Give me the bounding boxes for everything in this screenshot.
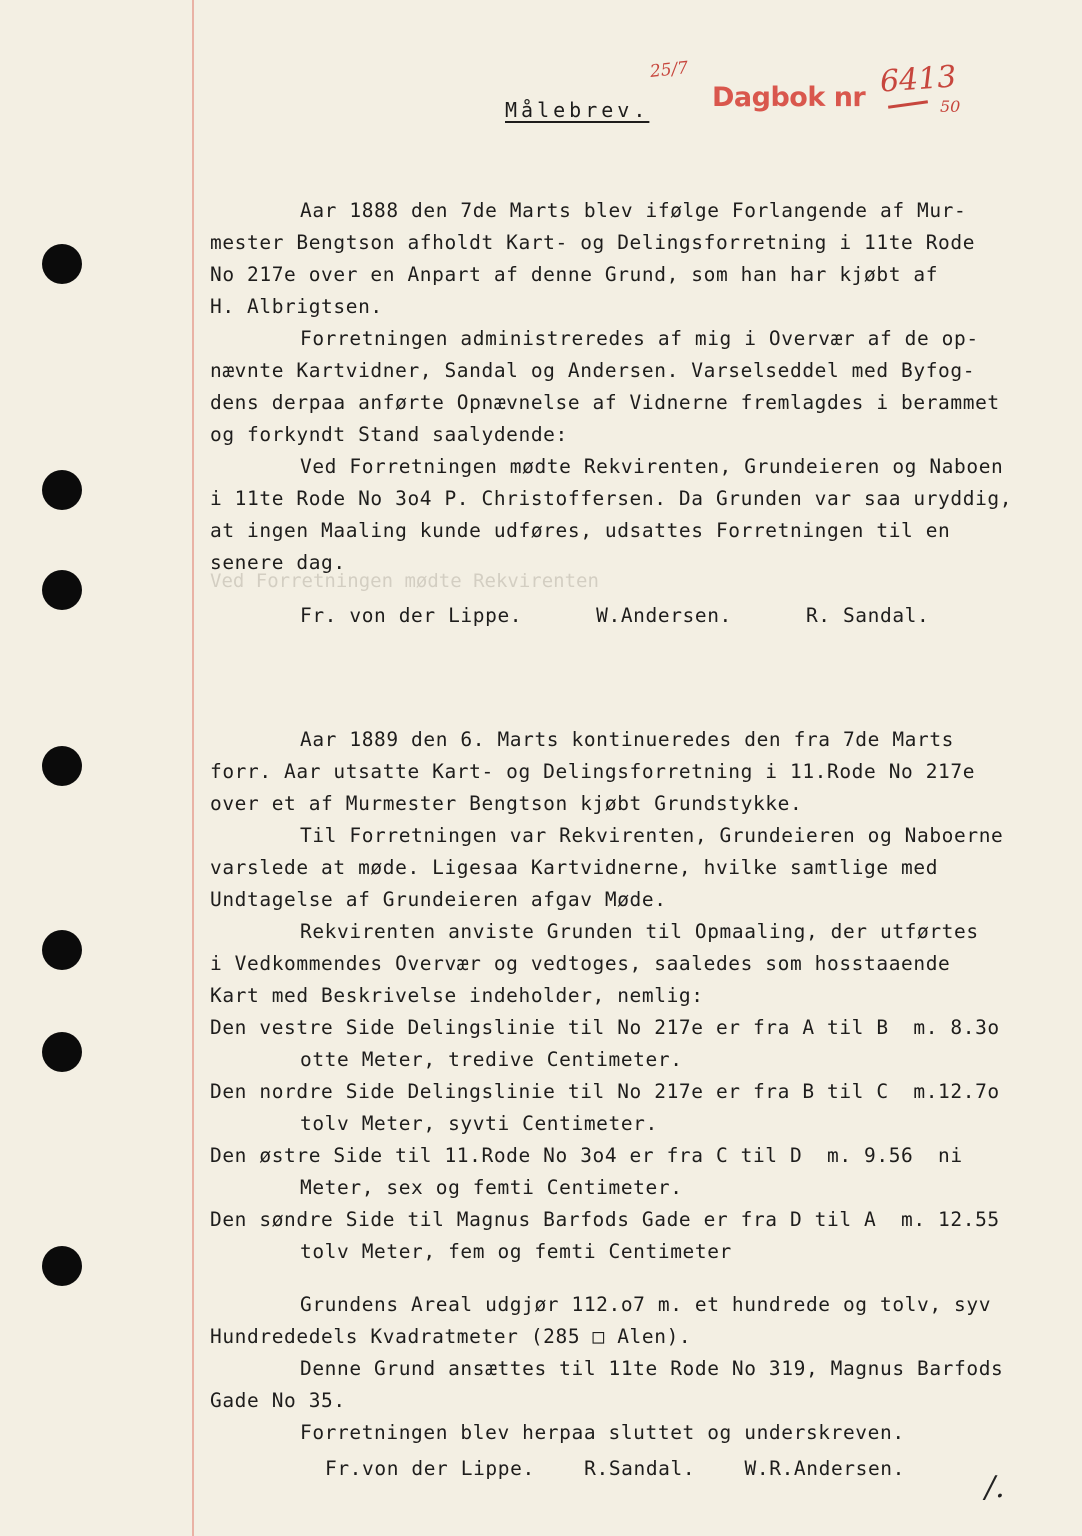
text-line: Hundrededels Kvadratmeter (285 □ Alen).	[210, 1325, 692, 1348]
text-line: og forkyndt Stand saalydende:	[210, 423, 568, 446]
text-line: No 217e over en Anpart af denne Grund, som han har kjøbt af	[210, 263, 939, 286]
text-line: Undtagelse af Grundeieren afgav Møde.	[210, 888, 667, 911]
end-mark: /.	[985, 1470, 1005, 1505]
text-line: otte Meter, tredive Centimeter.	[300, 1048, 683, 1071]
binder-hole	[42, 930, 82, 970]
binder-hole	[42, 470, 82, 510]
handwritten-underline	[888, 100, 928, 109]
text-line: Aar 1889 den 6. Marts kontinueredes den fra 7de Marts	[300, 728, 955, 751]
text-line: over et af Murmester Bengtson kjøbt Grundstykke.	[210, 792, 803, 815]
handwritten-journal-number: 6413	[878, 59, 958, 100]
text-line: tolv Meter, syvti Centimeter.	[300, 1112, 658, 1135]
text-line: varslede at møde. Ligesaa Kartvidnerne, hvilke samtlige med	[210, 856, 939, 879]
text-line: Meter, sex og femti Centimeter.	[300, 1176, 683, 1199]
text-line: senere dag.	[210, 551, 346, 574]
text-line: mester Bengtson afholdt Kart- og Delingsforretning i 11te Rode	[210, 231, 976, 254]
text-line: dens derpaa anførte Opnævnelse af Vidnerne fremlagdes i berammet	[210, 391, 1000, 414]
binder-hole	[42, 746, 82, 786]
handwritten-date: 25/7	[649, 58, 690, 82]
text-line: Den vestre Side Delingslinie til No 217e er fra A til B m. 8.3o	[210, 1016, 1000, 1039]
text-line: Den østre Side til 11.Rode No 3o4 er fra C til D m. 9.56 ni	[210, 1144, 963, 1167]
text-line: i 11te Rode No 3o4 P. Christoffersen. Da Grunden var saa uryddig,	[210, 487, 1013, 510]
bleed-through-text: Ved Forretningen mødte Rekvirenten	[210, 570, 599, 592]
text-line: Forretningen administreredes af mig i Overvær af de op-	[300, 327, 979, 350]
text-line: H. Albrigtsen.	[210, 295, 383, 318]
binder-hole	[42, 1032, 82, 1072]
red-margin-line	[192, 0, 194, 1536]
binder-hole	[42, 570, 82, 610]
text-line: Til Forretningen var Rekvirenten, Grundeieren og Naboerne	[300, 824, 1004, 847]
text-line: Aar 1888 den 7de Marts blev ifølge Forlangende af Mur-	[300, 199, 967, 222]
text-line: Denne Grund ansættes til 11te Rode No 319, Magnus Barfods	[300, 1357, 1004, 1380]
text-line: Rekvirenten anviste Grunden til Opmaaling, der utførtes	[300, 920, 979, 943]
text-line: Grundens Areal udgjør 112.o7 m. et hundrede og tolv, syv	[300, 1293, 992, 1316]
text-line: Ved Forretningen mødte Rekvirenten, Grundeieren og Naboen	[300, 455, 1004, 478]
text-line: Fr. von der Lippe. W.Andersen. R. Sandal.	[300, 604, 930, 627]
text-line: Den søndre Side til Magnus Barfods Gade er fra D til A m. 12.55	[210, 1208, 1000, 1231]
handwritten-year: 50	[940, 97, 961, 116]
text-line: forr. Aar utsatte Kart- og Delingsforretning i 11.Rode No 217e	[210, 760, 976, 783]
text-line: tolv Meter, fem og femti Centimeter	[300, 1240, 732, 1263]
text-line: Gade No 35.	[210, 1389, 346, 1412]
text-line: Kart med Beskrivelse indeholder, nemlig:	[210, 984, 704, 1007]
text-line: Den nordre Side Delingslinie til No 217e er fra B til C m.12.7o	[210, 1080, 1000, 1103]
text-line: i Vedkommendes Overvær og vedtoges, saaledes som hosstaaende	[210, 952, 951, 975]
text-line: nævnte Kartvidner, Sandal og Andersen. Varselseddel med Byfog-	[210, 359, 976, 382]
dagbok-stamp: Dagbok nr	[712, 82, 866, 113]
binder-hole	[42, 244, 82, 284]
text-line: Forretningen blev herpaa sluttet og underskreven.	[300, 1421, 905, 1444]
text-line: Fr.von der Lippe. R.Sandal. W.R.Andersen.	[325, 1457, 905, 1480]
document-title: Målebrev.	[505, 98, 650, 122]
binder-hole	[42, 1246, 82, 1286]
text-line: at ingen Maaling kunde udføres, udsattes Forretningen til en	[210, 519, 951, 542]
